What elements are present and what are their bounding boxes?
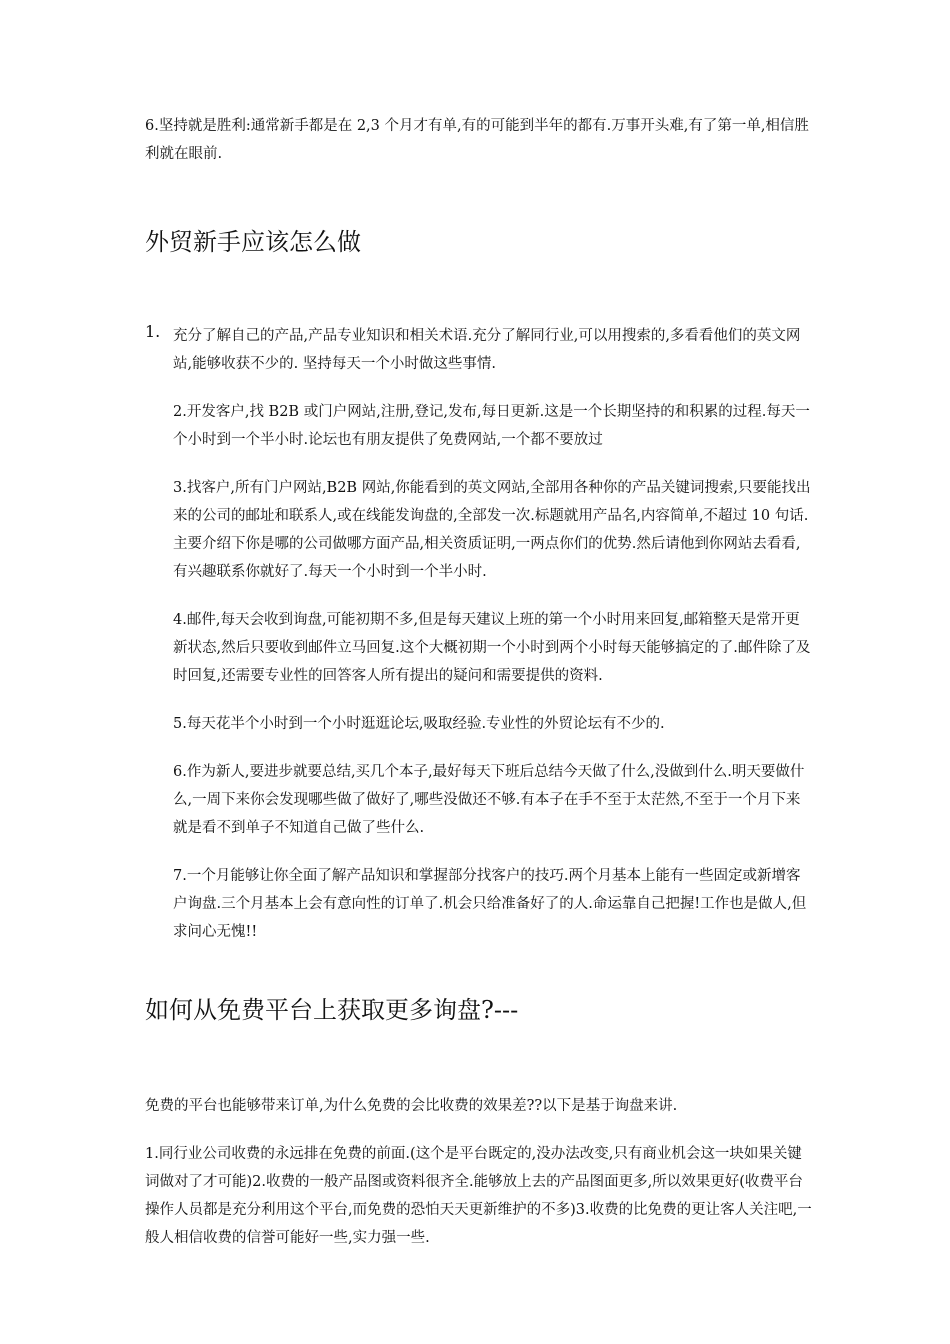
heading-newbie-guide: 外贸新手应该怎么做 bbox=[145, 228, 361, 256]
step-5-paragraph: 5.每天花半个小时到一个小时逛逛论坛,吸取经验.专业性的外贸论坛有不少的. bbox=[173, 716, 665, 732]
list-item-1 bbox=[145, 322, 813, 378]
step-2-paragraph: 2.开发客户,找 B2B 或门户网站,注册,登记,发布,每日更新.这是一个长期坚持的和积累的过程.每天一个小时到一个半小时.论坛也有朋友提供了免费网站,一个都不要放过 bbox=[173, 404, 810, 448]
step-6-paragraph: 6.作为新人,要进步就要总结,买几个本子,最好每天下班后总结今天做了什么,没做到什么.明天要做什么,一周下来你会发现哪些做了做好了,哪些没做还不够.有本子在手不至于太茫然,不至于一个月下来就是看不到单子不知道自己做了些什么. bbox=[173, 764, 805, 836]
step-4-paragraph: 4.邮件,每天会收到询盘,可能初期不多,但是每天建议上班的第一个小时用来回复,邮箱整天是常开更新状态,然后只要收到邮件立马回复.这个大概初期一个小时到两个小时每天能够搞定的了.邮件除了及时回复,还需要专业性的回答客人所有提出的疑问和需要提供的资料. bbox=[173, 612, 811, 684]
tip-6-paragraph: 6.坚持就是胜利:通常新手都是在 2,3 个月才有单,有的可能到半年的都有.万事开头难,有了第一单,相信胜利就在眼前. bbox=[145, 118, 809, 162]
list-item-1-text: 充分了解自己的产品,产品专业知识和相关术语.充分了解同行业,可以用搜索的,多看看他们的英文网站,能够收获不少的. 坚持每天一个小时做这些事情. bbox=[173, 328, 801, 372]
step-3-paragraph: 3.找客户,所有门户网站,B2B 网站,你能看到的英文网站,全部用各种你的产品关键词搜索,只要能找出来的公司的邮址和联系人,或在线能发询盘的,全部发一次.标题就用产品名,内容简单,不超过 10 句话.主要介绍下你是哪的公司做哪方面产品,相关资质证明,一两点你们的优势.然后请他到你网站去看看,有兴趣联系你就好了.每天一个小时到一个半小时. bbox=[173, 480, 811, 580]
list-marker: 1. bbox=[145, 322, 161, 341]
free-platform-body: 1.同行业公司收费的永远排在免费的前面.(这个是平台既定的,没办法改变,只有商业机会这一块如果关键词做对了才可能)2.收费的一般产品图或资料很齐全.能够放上去的产品图面更多,所以效果更好(收费平台操作人员都是充分利用这个平台,而免费的恐怕天天更新维护的不多)3.收费的比免费的更让客人关注吧,一般人相信收费的信誉可能好一些,实力强一些. bbox=[145, 1146, 812, 1246]
document-page bbox=[145, 112, 813, 1252]
heading-free-platform: 如何从免费平台上获取更多询盘?--- bbox=[145, 996, 519, 1024]
step-7-paragraph: 7.一个月能够让你全面了解产品知识和掌握部分找客户的技巧.两个月基本上能有一些固定或新增客户询盘.三个月基本上会有意向性的订单了.机会只给准备好了的人.命运靠自己把握!工作也是做人,但求问心无愧!! bbox=[173, 868, 807, 940]
free-platform-intro: 免费的平台也能够带来订单,为什么免费的会比收费的效果差??以下是基于询盘来讲. bbox=[145, 1098, 678, 1114]
